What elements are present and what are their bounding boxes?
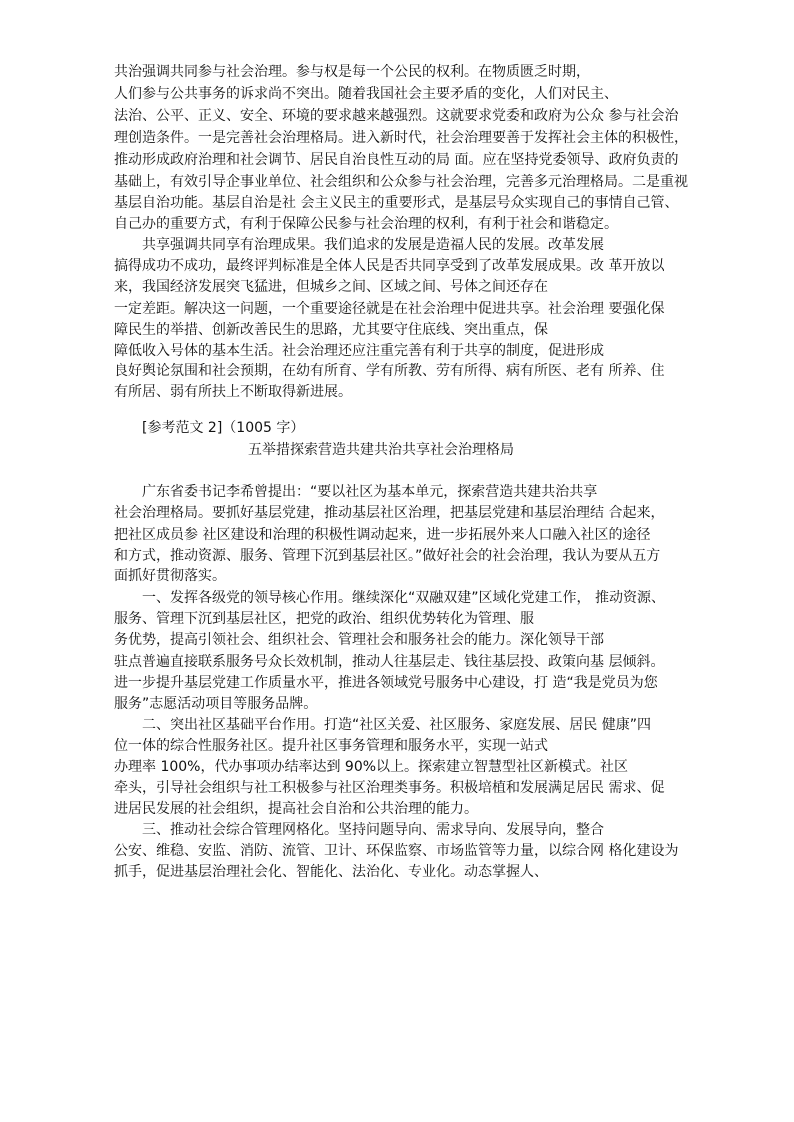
- text-line: 公安、维稳、安监、消防、流管、卫计、环保监察、市场监管等力量，以综合网 格化建设为: [114, 843, 679, 859]
- text-line: 基层自治功能。基层自治是社 会主义民主的重要形式，是基层号众实现自己的事情自己管、: [114, 195, 679, 211]
- text-line: 办理率 100%，代办事项办结率达到 90%以上。探索建立智慧型社区新模式。社区: [114, 759, 629, 775]
- text-line: 推动形成政府治理和社会调节、居民自治良性互动的局 面。应在坚持党委领导、政府负责的: [114, 152, 679, 168]
- text-line: 驻点普遍直接联系服务号众长效机制，推动人往基层走、钱往基层投、政策向基 层倾斜。: [114, 654, 665, 670]
- text-line: 人们参与公共事务的诉求尚不突出。随着我国社会主要矛盾的变化，人们对民主、: [114, 86, 618, 102]
- text-line: 广东省委书记李希曾提出：“要以社区为基本单元，探索营造共建共治共享: [114, 484, 598, 500]
- text-line: 搞得成功不成功，最终评判标准是全体人民是否共同享受到了改革发展成果。改 革开放以: [114, 258, 665, 274]
- text-line: 三、推动社会综合管理网格化。坚持问题导向、需求导向、发展导向，整合: [114, 822, 604, 838]
- essay-title: 五举措探索营造共建共治共享社会治理格局: [248, 442, 514, 458]
- text-line: 一、发挥各级党的领导核心作用。继续深化“双融双建”区域化党建工作， 推动资源、: [114, 590, 665, 606]
- text-line: 牵头，引导社会组织与社工积极参与社区治理类事务。积极培植和发展满足居民 需求、促: [114, 780, 665, 796]
- text-line: 抓手，促进基层治理社会化、智能化、法治化、专业化。动态掌握人、: [114, 864, 548, 880]
- text-line: 来，我国经济发展突飞猛进，但城乡之间、区域之间、号体之间还存在: [114, 279, 548, 295]
- text-line: 障民生的举措、创新改善民生的思路，尤其要守住底线、突出重点，保: [114, 322, 548, 338]
- text-line: 社会治理格局。要抓好基层党建，推动基层社区治理，把基层党建和基层治理结 合起来，: [114, 505, 665, 521]
- text-line: 良好舆论氛围和社会预期，在幼有所育、学有所教、劳有所得、病有所医、老有 所养、住: [114, 363, 665, 379]
- text-line: 进居民发展的社会组织，提高社会自治和公共治理的能力。: [114, 801, 478, 817]
- text-line: 服务”志愿活动项目等服务品牌。: [114, 696, 318, 712]
- reference-heading: [参考范文 2]（1005 字）: [114, 420, 305, 436]
- text-line: 障低收入号体的基本生活。社会治理还应注重完善有利于共享的制度，促进形成: [114, 343, 604, 359]
- text-line: 共享强调共同享有治理成果。我们追求的发展是造福人民的发展。改革发展: [114, 237, 604, 253]
- text-line: 面抓好贯彻落实。: [114, 568, 226, 584]
- text-line: 服务、管理下沉到基层社区，把党的政治、组织优势转化为管理、服: [114, 611, 534, 627]
- text-line: 法治、公平、正义、安全、环境的要求越来越强烈。这就要求党委和政府为公众 参与社会治: [114, 108, 679, 124]
- text-line: 务优势，提高引领社会、组织社会、管理社会和服务社会的能力。深化领导干部: [114, 632, 604, 648]
- text-line: 基础上，有效引导企事业单位、社会组织和公众参与社会治理，完善多元治理格局。二是重视: [114, 174, 688, 190]
- text-line: 位一体的综合性服务社区。提升社区事务管理和服务水平，实现一站式: [114, 738, 548, 754]
- text-line: 把社区成员参 社区建设和治理的积极性调动起来，进一步拓展外来人口融入社区的途径: [114, 527, 651, 543]
- text-line: 有所居、弱有所扶上不断取得新进展。: [114, 384, 352, 400]
- text-line: 一定差距。解决这一问题，一个重要途径就是在社会治理中促进共享。社会治理 要强化保: [114, 301, 665, 317]
- text-line: 自己办的重要方式，有利于保障公民参与社会治理的权利，有利于社会和谐稳定。: [114, 216, 618, 232]
- text-line: 二、突出社区基础平台作用。打造“社区关爱、社区服务、家庭发展、居民 健康”四: [114, 717, 651, 733]
- text-line: 和方式，推动资源、服务、管理下沉到基层社区。”做好社会的社会治理，我认为要从五方: [114, 548, 661, 564]
- text-line: 共治强调共同参与社会治理。参与权是每一个公民的权利。在物质匮乏时期，: [114, 64, 590, 80]
- text-line: 进一步提升基层党建工作质量水平，推进各领域党号服务中心建设，打 造“我是党员为您: [114, 675, 658, 691]
- text-line: 理创造条件。一是完善社会治理格局。进入新时代，社会治理要善于发挥社会主体的积极性，: [114, 130, 688, 146]
